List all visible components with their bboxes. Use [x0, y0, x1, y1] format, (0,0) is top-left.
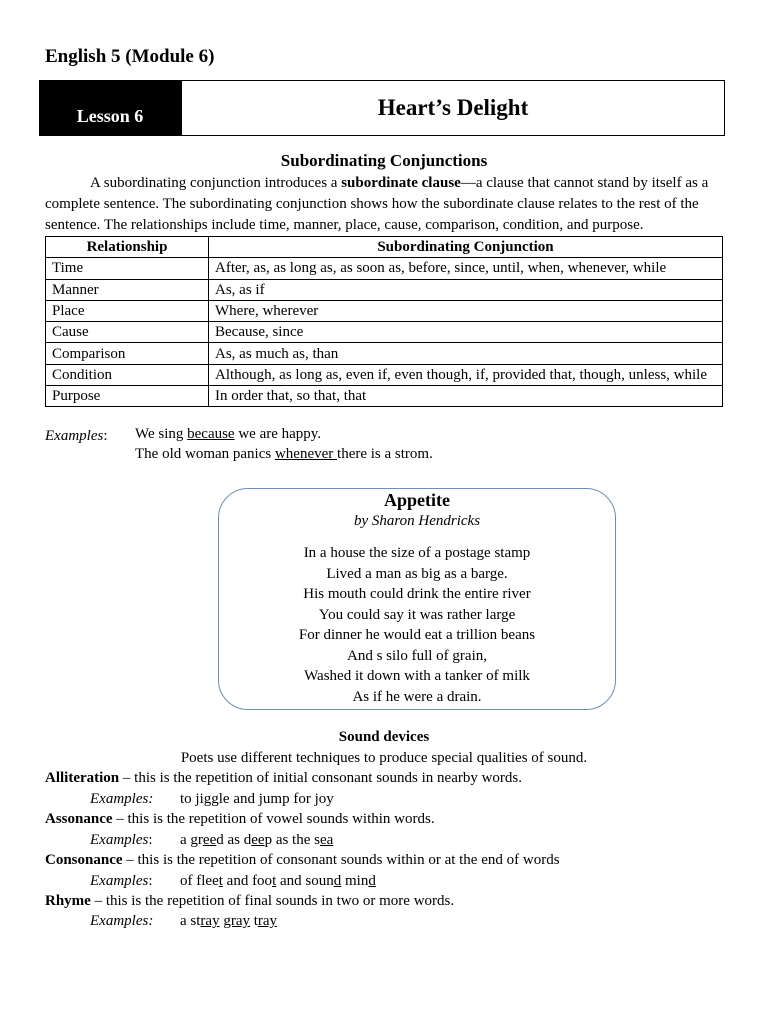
- example-text-part: oy: [318, 791, 334, 807]
- example-sentence-1: We sing because we are happy.: [135, 426, 322, 442]
- column-header-relationship: Relationship: [46, 237, 209, 258]
- example-text-part: and foo: [222, 873, 273, 889]
- intro-paragraph: [45, 173, 725, 235]
- poem-line: In a house the size of a postage stamp: [303, 545, 531, 561]
- table-cell: After, as, as long as, as soon as, before, since, until, when, whenever, while: [209, 258, 723, 279]
- poem-title: Appetite: [384, 490, 450, 510]
- table-cell: Place: [46, 300, 209, 321]
- example-text-part: a st: [180, 913, 201, 929]
- underlined-sound: ee: [202, 832, 217, 848]
- table-header-row: [46, 237, 723, 258]
- underlined-sound: gray: [223, 913, 250, 929]
- intro-bold-term: subordinate clause: [341, 175, 461, 191]
- underlined-sound: d: [333, 873, 342, 889]
- underlined-sound: j: [195, 791, 200, 807]
- poem-line: And s silo full of grain,: [347, 647, 487, 664]
- table-row: [46, 364, 723, 385]
- lesson-title: Heart’s Delight: [181, 80, 725, 136]
- consonance-example-text: [180, 873, 376, 889]
- rhyme-example-text: [180, 913, 277, 929]
- table-cell: Where, wherever: [209, 300, 723, 321]
- table-row: [46, 322, 723, 343]
- example-text-part: and soun: [276, 873, 334, 889]
- alliteration-example-text: [180, 791, 334, 807]
- table-cell: As, as much as, than: [209, 343, 723, 364]
- lesson-label: Lesson 6: [39, 80, 181, 136]
- conjunction-table: [45, 236, 723, 407]
- example-text-part: ump for: [262, 791, 315, 807]
- sound-devices-heading: Sound devices: [338, 729, 430, 745]
- underlined-sound: ee: [251, 832, 265, 848]
- assonance-definition: Assonance – this is the repetition of vowel sounds within words.: [45, 811, 435, 827]
- table-row: [46, 343, 723, 364]
- underlined-sound: d: [368, 873, 376, 889]
- poem-line: Lived a man as big as a barge.: [326, 565, 508, 582]
- underlined-sound: j: [314, 791, 319, 807]
- example-text-part: iggle and: [199, 791, 259, 807]
- alliteration-definition: Alliteration – this is the repetition of initial consonant sounds in nearby words.: [45, 770, 523, 786]
- poem-line: His mouth could drink the entire river: [303, 586, 531, 602]
- sound-devices-intro: Poets use different techniques to produce special qualities of sound.: [180, 750, 588, 766]
- example-text-part: p as the s: [264, 832, 320, 848]
- assonance-examples: Examples: a greed as deep as the sea: [90, 832, 334, 848]
- underlined-sound: j: [258, 791, 263, 807]
- rhyme-examples: Examples: a stray gray tray: [90, 913, 278, 929]
- poem-line: You could say it was rather large: [318, 606, 516, 623]
- example-text-part: min: [341, 873, 369, 889]
- intro-text-1: A subordinating conjunction introduces a: [90, 175, 342, 191]
- table-row: [46, 300, 723, 321]
- table-cell: Condition: [46, 364, 209, 385]
- underlined-sound: ray: [257, 913, 278, 929]
- examples-label: Examples:: [45, 428, 108, 444]
- table-cell: In order that, so that, that: [209, 386, 723, 407]
- poem-author: by Sharon Hendricks: [353, 513, 481, 529]
- underlined-sound: ea: [319, 832, 334, 848]
- poem-lines: [219, 543, 615, 707]
- table-cell: As, as if: [209, 279, 723, 300]
- table-cell: Purpose: [46, 386, 209, 407]
- table-cell: Comparison: [46, 343, 209, 364]
- table-cell: Although, as long as, even if, even though, if, provided that, though, unless, while: [209, 364, 723, 385]
- table-cell: Manner: [46, 279, 209, 300]
- consonance-definition: Consonance – this is the repetition of consonant sounds within or at the end of words: [45, 852, 560, 868]
- alliteration-examples: Examples: to jiggle and jump for joy: [90, 791, 334, 807]
- table-cell: Because, since: [209, 322, 723, 343]
- example-text-part: of flee: [180, 873, 219, 889]
- example-text-part: d as d: [216, 832, 252, 848]
- column-header-conjunction: Subordinating Conjunction: [209, 237, 723, 258]
- poem-line: For dinner he would eat a trillion beans: [298, 627, 536, 643]
- poem-line: Washed it down with a tanker of milk: [304, 668, 530, 684]
- table-row: [46, 258, 723, 279]
- example-text-part: to: [180, 791, 196, 807]
- underlined-sound: t: [218, 873, 223, 889]
- intro-text-2: —a clause that cannot stand by itself as a complete sentence. The subordinating conjunction shows how the subordinate clause relates to the rest of the sentence. The relationships include time, manner, place, cause, comparison, condition, and purpose.: [45, 175, 709, 233]
- module-title: English 5 (Module 6): [45, 46, 215, 67]
- poem-line: As if he were a drain.: [352, 688, 482, 705]
- example-text-part: t: [249, 913, 258, 929]
- rhyme-definition: Rhyme – this is the repetition of final sounds in two or more words.: [45, 893, 455, 909]
- example-sentence-2: The old woman panics whenever there is a strom.: [135, 446, 433, 462]
- example-text-part: a gr: [180, 832, 203, 848]
- table-row: [46, 386, 723, 407]
- assonance-example-text: [180, 832, 333, 848]
- poem-box: [218, 488, 616, 710]
- underlined-sound: ray: [200, 913, 220, 929]
- table-row: [46, 279, 723, 300]
- section-heading: Subordinating Conjunctions: [280, 151, 488, 170]
- consonance-examples: Examples: of fleet and foot and sound mind: [90, 873, 376, 889]
- table-cell: Cause: [46, 322, 209, 343]
- underlined-sound: t: [272, 873, 277, 889]
- table-cell: Time: [46, 258, 209, 279]
